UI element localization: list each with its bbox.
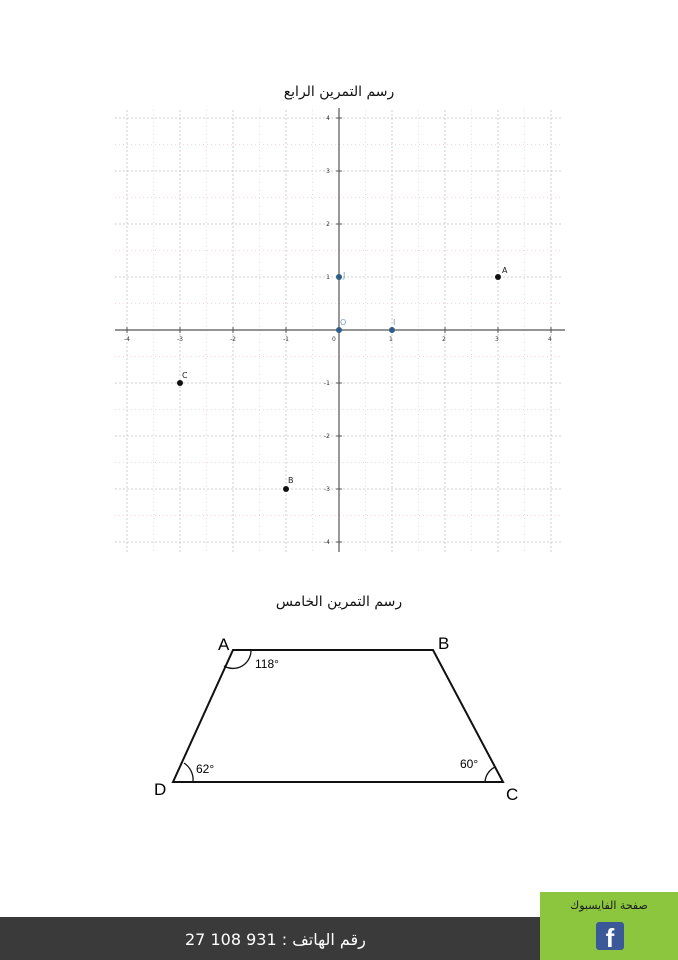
point-a: [495, 274, 501, 280]
y-tick-label: -3: [324, 486, 330, 493]
x-tick-label: -4: [124, 336, 130, 343]
point-a-label: A: [502, 266, 508, 275]
angle-c-value: 60°: [460, 757, 479, 771]
point-i-label: I: [393, 318, 396, 327]
y-tick-label: 1: [326, 274, 330, 281]
x-tick-label: 3: [495, 336, 499, 343]
vertex-b-label: B: [438, 634, 450, 653]
point-j-label: J: [343, 271, 346, 280]
trapezoid-outline: [173, 650, 503, 782]
angle-c-arc: [485, 767, 495, 782]
point-b: [283, 486, 289, 492]
y-tick-label: -2: [324, 433, 330, 440]
point-c: [177, 380, 183, 386]
point-j: [336, 274, 342, 280]
phone-number: رقم الهاتف : 931 108 27: [185, 930, 366, 949]
vertex-a-label: A: [218, 635, 230, 654]
vertex-c-label: C: [506, 785, 519, 804]
exercise5-title: رسم التمرين الخامس: [275, 594, 403, 610]
exercise4-title: رسم التمرين الرابع: [283, 84, 395, 100]
y-tick-label: 2: [326, 221, 330, 228]
trapezoid-figure: [140, 625, 540, 810]
point-c-label: C: [182, 371, 188, 380]
x-tick-label: 0: [332, 336, 336, 343]
angle-d-arc: [184, 763, 193, 782]
angle-a-value: 118°: [255, 657, 279, 671]
point-i: [389, 327, 395, 333]
x-tick-label: 1: [389, 336, 393, 343]
x-tick-label: -2: [230, 336, 236, 343]
x-tick-label: -1: [283, 336, 289, 343]
x-tick-label: 2: [442, 336, 446, 343]
x-tick-label: -3: [177, 336, 183, 343]
vertex-d-label: D: [154, 780, 167, 799]
y-tick-label: 3: [326, 168, 330, 175]
point-o: [336, 327, 342, 333]
angle-d-value: 62°: [196, 762, 215, 776]
x-tick-label: 4: [548, 336, 552, 343]
y-tick-label: 4: [326, 115, 330, 122]
coordinate-grid-figure: [110, 108, 570, 558]
facebook-page-label[interactable]: صفحة الفايسبوك: [570, 899, 648, 912]
y-tick-label: -1: [324, 380, 330, 387]
point-o-label: O: [340, 318, 347, 327]
facebook-icon[interactable]: f: [596, 922, 624, 950]
y-tick-label: -4: [324, 539, 330, 546]
point-b-label: B: [288, 476, 294, 485]
